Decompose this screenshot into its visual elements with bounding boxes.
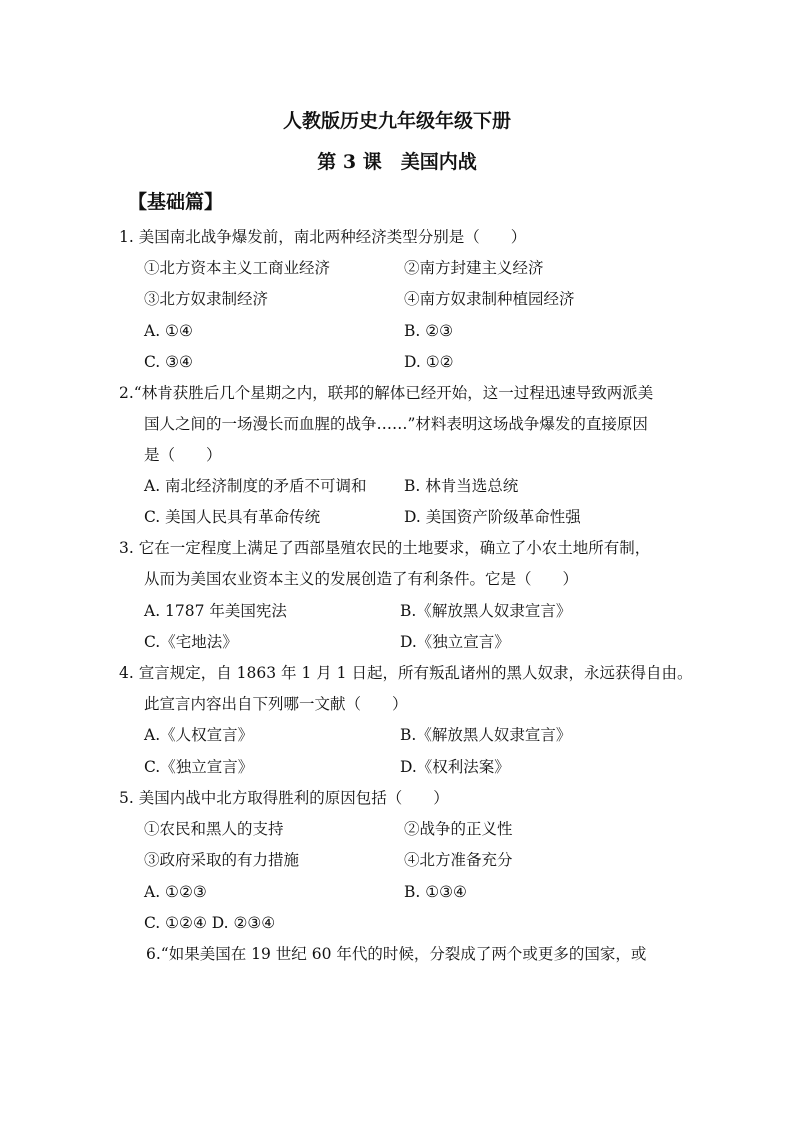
q2-option-a: A. 南北经济制度的矛盾不可调和: [144, 477, 367, 495]
q5-item-4: ④北方准备充分: [404, 851, 513, 869]
q5-item-1: ①农民和黑人的支持: [144, 820, 284, 838]
q3-stem-line-1: 3. 它在一定程度上满足了西部垦殖农民的土地要求，确立了小农土地所有制，: [119, 539, 651, 557]
q4-stem-line-2: 此宣言内容出自下列哪一文献（ ）: [144, 695, 408, 713]
q5-stem: 5. 美国内战中北方取得胜利的原因包括（ ）: [119, 789, 449, 807]
q3-option-b: B.《解放黑人奴隶宣言》: [400, 602, 572, 620]
q5-item-2: ②战争的正义性: [404, 820, 513, 838]
q5-option-a: A. ①②③: [144, 883, 207, 901]
q2-stem-line-3: 是（ ）: [144, 446, 222, 464]
q3-option-d: D.《独立宣言》: [400, 633, 510, 651]
q4-option-c: C.《独立宣言》: [144, 758, 254, 776]
q1-item-2: ②南方封建主义经济: [404, 259, 544, 277]
q1-option-d: D. ①②: [404, 353, 454, 371]
q1-option-c: C. ③④: [144, 353, 193, 371]
q4-option-d: D.《权利法案》: [400, 758, 510, 776]
q4-option-a: A.《人权宣言》: [144, 726, 254, 744]
q2-stem-line-2: 国人之间的一场漫长而血腥的战争……”材料表明这场战争爆发的直接原因: [144, 415, 648, 433]
q6-stem-line-1: 6.“如果美国在 19 世纪 60 年代的时候，分裂成了两个或更多的国家，或: [146, 945, 647, 963]
q1-option-a: A. ①④: [144, 322, 193, 340]
q2-option-d: D. 美国资产阶级革命性强: [404, 508, 581, 526]
q5-option-c-d: C. ①②④ D. ②③④: [144, 914, 276, 932]
q1-stem: 1. 美国南北战争爆发前，南北两种经济类型分别是（ ）: [119, 228, 527, 246]
q5-option-b: B. ①③④: [404, 883, 467, 901]
q2-option-b: B. 林肯当选总统: [404, 477, 519, 495]
section-heading: 【基础篇】: [128, 191, 224, 213]
q3-option-a: A. 1787 年美国宪法: [144, 602, 287, 620]
q4-stem-line-1: 4. 宣言规定，自 1863 年 1 月 1 日起，所有叛乱诸州的黑人奴隶，永远获得自由。: [119, 664, 693, 682]
lesson-title: 第 3 课 美国内战: [317, 151, 477, 173]
q2-option-c: C. 美国人民具有革命传统: [144, 508, 321, 526]
q4-option-b: B.《解放黑人奴隶宣言》: [400, 726, 572, 744]
q3-stem-line-2: 从而为美国农业资本主义的发展创造了有利条件。它是（ ）: [144, 570, 579, 588]
q1-item-4: ④南方奴隶制种植园经济: [404, 290, 575, 308]
q2-stem-line-1: 2.“林肯获胜后几个星期之内，联邦的解体已经开始，这一过程迅速导致两派美: [119, 384, 654, 402]
q1-item-1: ①北方资本主义工商业经济: [144, 259, 331, 277]
q1-item-3: ③北方奴隶制经济: [144, 290, 269, 308]
q1-option-b: B. ②③: [404, 322, 454, 340]
q5-item-3: ③政府采取的有力措施: [144, 851, 300, 869]
document-title: 人教版历史九年级年级下册: [282, 110, 511, 132]
q3-option-c: C.《宅地法》: [144, 633, 238, 651]
